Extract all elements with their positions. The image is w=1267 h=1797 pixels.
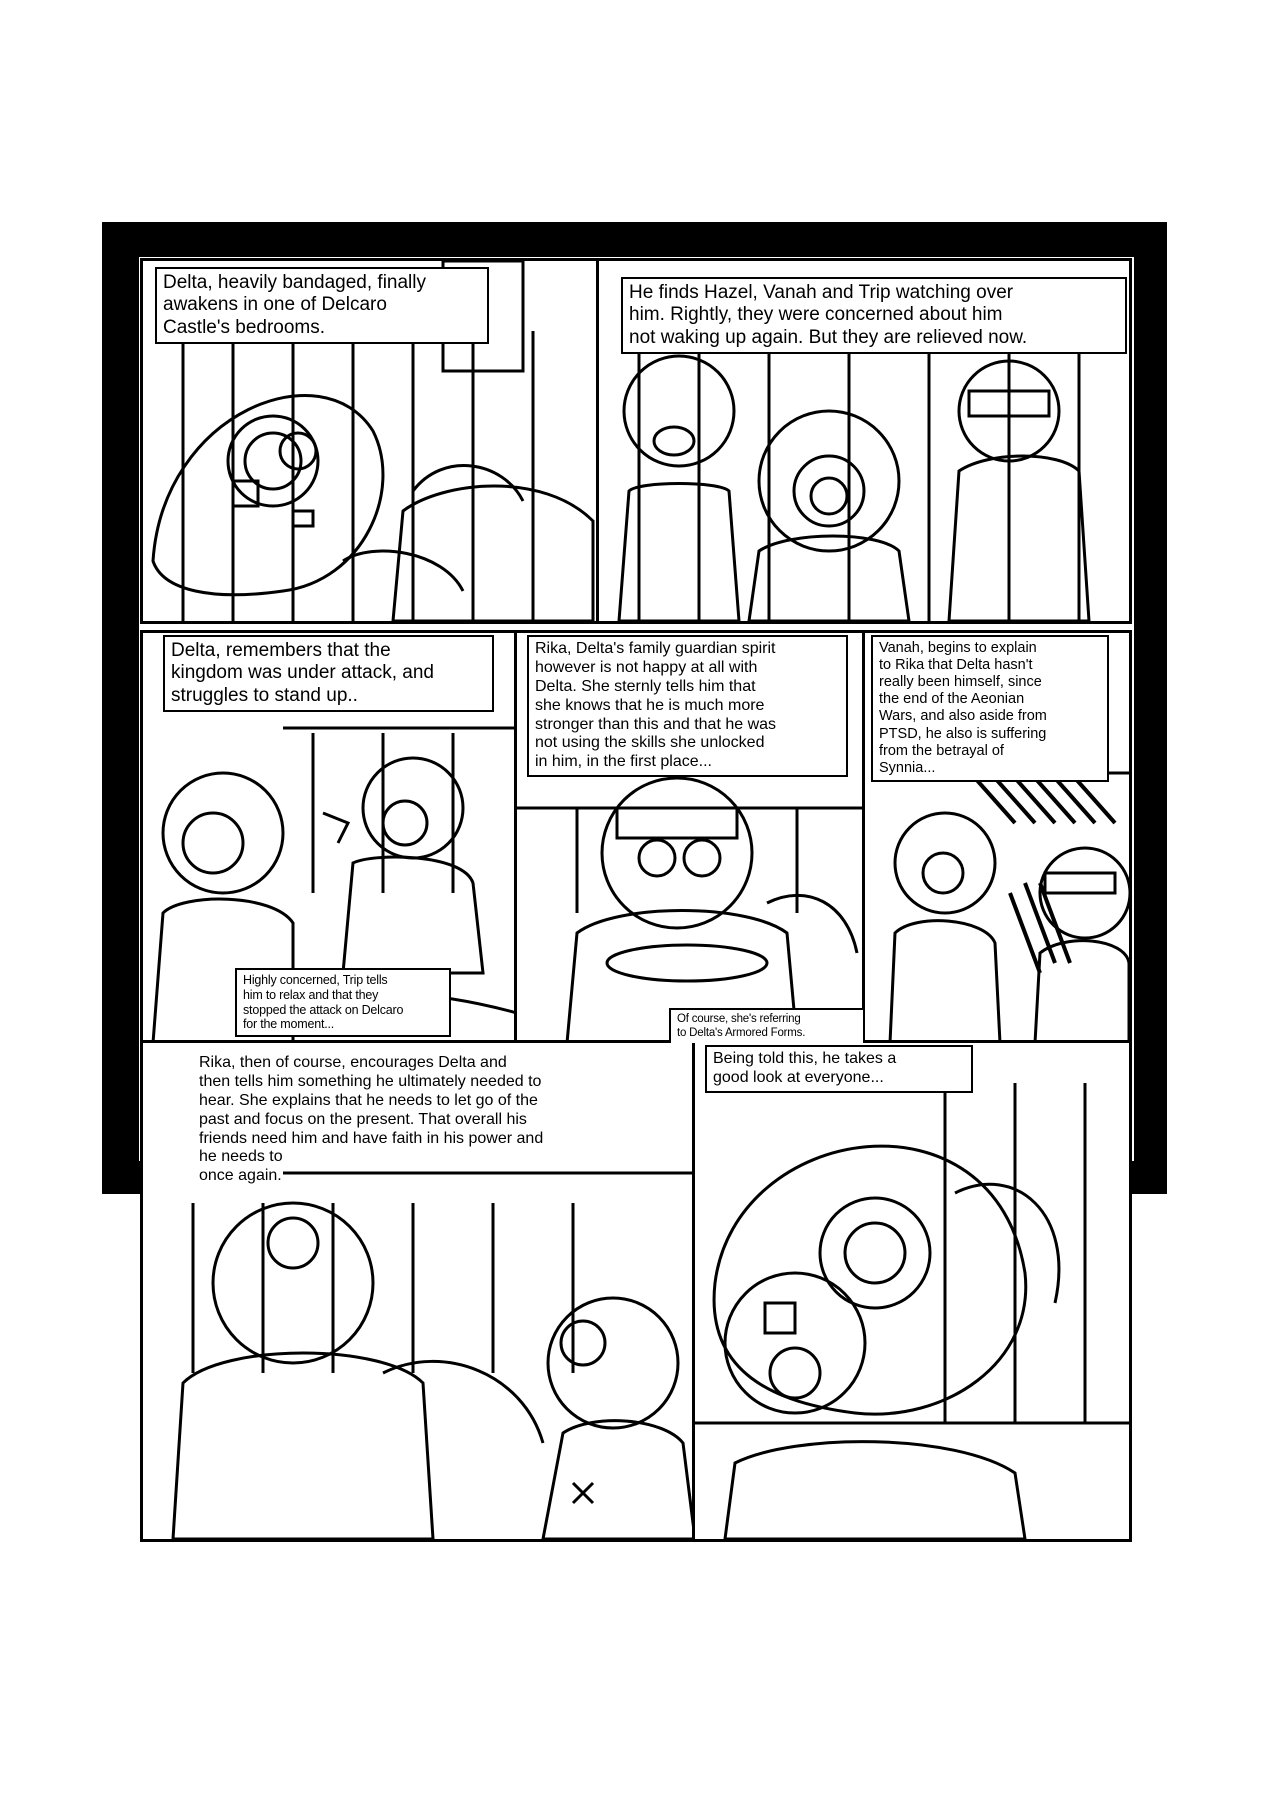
- panel-4-inset-caption: Of course, she's referring to Delta's Armored Forms.: [669, 1008, 865, 1045]
- panel-7-caption: Being told this, he takes a good look at everyone...: [705, 1045, 973, 1093]
- panel-7-art: [695, 1043, 1129, 1539]
- panel-5-caption: Vanah, begins to explain to Rika that Delta hasn't really been himself, since the end of the Aeonian Wars, and also aside from PTSD, he also is suffering from the betrayal of Synnia...: [871, 635, 1109, 782]
- panel-5: [862, 630, 1132, 1046]
- panel-7: [692, 1040, 1132, 1542]
- panel-2: [596, 258, 1132, 624]
- panel-2-caption: He finds Hazel, Vanah and Trip watching over him. Rightly, they were concerned about him not waking up again. But they are relieved now.: [621, 277, 1127, 354]
- panel-1: [140, 258, 602, 624]
- panel-3-inset-caption: Highly concerned, Trip tells him to relax and that they stopped the attack on Delcaro for the moment...: [235, 968, 451, 1037]
- panel-3-caption: Delta, remembers that the kingdom was under attack, and struggles to stand up..: [163, 635, 494, 712]
- panel-6: [140, 1040, 698, 1542]
- panel-4-caption: Rika, Delta's family guardian spirit however is not happy at all with Delta. She sternly tells him that she knows that he is much more stronger than this and that he was not using the skills she unlocked in him, in the first place...: [527, 635, 848, 777]
- panel-3: [140, 630, 520, 1046]
- panel-4: [514, 630, 868, 1046]
- panel-6-caption: Rika, then of course, encourages Delta and then tells him something he ultimately needed to hear. She explains that he needs to let go of the past and focus on the present. That overall his friends need him and have faith in his power and he needs to once again.: [199, 1054, 544, 1185]
- panel-1-caption: Delta, heavily bandaged, finally awakens in one of Delcaro Castle's bedrooms.: [155, 267, 489, 344]
